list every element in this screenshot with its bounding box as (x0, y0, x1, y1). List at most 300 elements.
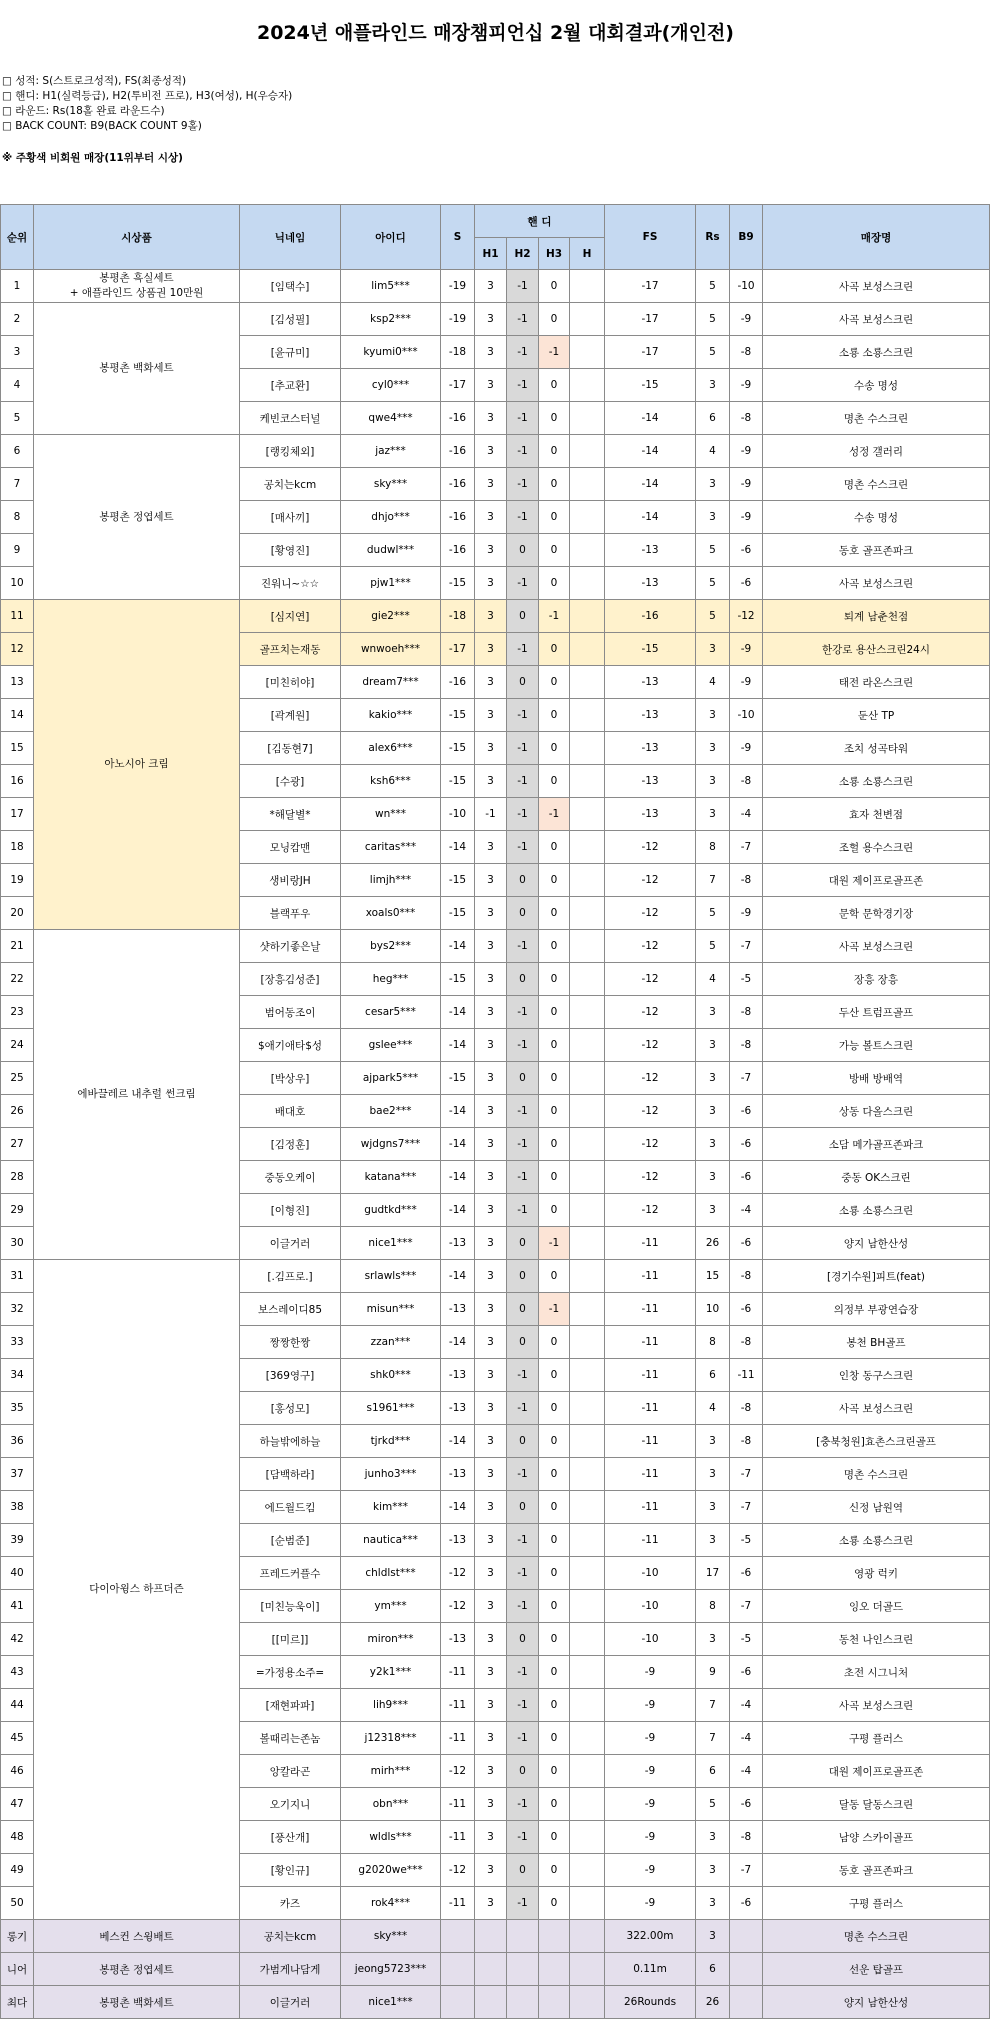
backcount-cell: -6 (730, 1557, 763, 1590)
final-score-cell: -11 (605, 1524, 696, 1557)
header-nickname: 닉네임 (240, 205, 341, 270)
nickname-cell: 프레드커플수 (240, 1557, 341, 1590)
final-score-cell: -12 (605, 1062, 696, 1095)
stroke-cell: -11 (441, 1689, 475, 1722)
h3-cell: 0 (539, 831, 570, 864)
store-name-cell: 방배 방배역 (763, 1062, 990, 1095)
nickname-cell: 샷하기좋은날 (240, 930, 341, 963)
rounds-cell: 3 (696, 1425, 730, 1458)
stroke-cell: -13 (441, 1359, 475, 1392)
h3-cell: 0 (539, 1392, 570, 1425)
h2-cell: -1 (507, 1722, 539, 1755)
nickname-cell: 이글거러 (240, 1227, 341, 1260)
prize-name: 봉평촌 흑실세트 (99, 272, 174, 284)
h3-cell: 0 (539, 1788, 570, 1821)
nickname-cell: 공치는kcm (240, 468, 341, 501)
final-score-cell: -13 (605, 666, 696, 699)
h-cell (570, 468, 605, 501)
h-cell (570, 1227, 605, 1260)
h2-cell: -1 (507, 336, 539, 369)
prize-cell (34, 435, 240, 600)
store-name-cell: 장흥 장흥 (763, 963, 990, 996)
rounds-cell: 10 (696, 1293, 730, 1326)
user-id-cell: kim*** (341, 1491, 441, 1524)
nickname-cell: 배대호 (240, 1095, 341, 1128)
user-id-cell: junho3*** (341, 1458, 441, 1491)
rank-cell: 41 (1, 1590, 34, 1623)
header-prize: 시상품 (34, 205, 240, 270)
rounds-cell: 3 (696, 501, 730, 534)
rounds-cell: 3 (696, 1029, 730, 1062)
user-id-cell: sky*** (341, 1920, 441, 1953)
h1-cell: 3 (475, 402, 507, 435)
store-name-cell: 가능 볼트스크린 (763, 1029, 990, 1062)
note-rounds: □ 라운드: Rs(18홀 완료 라운드수) (2, 105, 165, 117)
h-cell (570, 1293, 605, 1326)
h-cell (570, 501, 605, 534)
rounds-cell: 7 (696, 1689, 730, 1722)
h-cell (570, 1194, 605, 1227)
legend-notes (0, 74, 991, 134)
backcount-cell: -10 (730, 270, 763, 303)
h1-cell: 3 (475, 1491, 507, 1524)
rounds-cell: 26 (696, 1227, 730, 1260)
store-name-cell: 소담 메가골프존파크 (763, 1128, 990, 1161)
rounds-cell: 3 (696, 1524, 730, 1557)
special-award-row (1, 1953, 990, 1986)
rank-cell: 27 (1, 1128, 34, 1161)
h-cell (570, 1986, 605, 2019)
h-cell (570, 765, 605, 798)
h2-cell: 0 (507, 1326, 539, 1359)
user-id-cell: sky*** (341, 468, 441, 501)
h2-cell: -1 (507, 1689, 539, 1722)
backcount-cell: -7 (730, 1854, 763, 1887)
h-cell (570, 864, 605, 897)
user-id-cell: kyumi0*** (341, 336, 441, 369)
table-row (1, 930, 990, 963)
rounds-cell: 3 (696, 369, 730, 402)
h-cell (570, 1788, 605, 1821)
stroke-cell: -13 (441, 1524, 475, 1557)
h-cell (570, 996, 605, 1029)
award-record-cell: 322.00m (605, 1920, 696, 1953)
backcount-cell: -4 (730, 1722, 763, 1755)
h3-cell: 0 (539, 1260, 570, 1293)
final-score-cell: -15 (605, 369, 696, 402)
h3-cell: 0 (539, 1326, 570, 1359)
user-id-cell: wldls*** (341, 1821, 441, 1854)
h2-cell: 0 (507, 1623, 539, 1656)
h1-cell: 3 (475, 864, 507, 897)
final-score-cell: -14 (605, 501, 696, 534)
h2-cell: 0 (507, 666, 539, 699)
h-cell (570, 1260, 605, 1293)
backcount-cell (730, 1986, 763, 2019)
h2-cell: -1 (507, 1161, 539, 1194)
nickname-cell: 생비랑JH (240, 864, 341, 897)
user-id-cell: jeong5723*** (341, 1953, 441, 1986)
store-name-cell: 대원 제이프로골프존 (763, 864, 990, 897)
rounds-cell: 8 (696, 831, 730, 864)
h3-cell: -1 (539, 798, 570, 831)
results-body (1, 270, 990, 2019)
backcount-cell: -9 (730, 666, 763, 699)
backcount-cell: -6 (730, 1161, 763, 1194)
rounds-cell: 5 (696, 567, 730, 600)
rank-cell: 32 (1, 1293, 34, 1326)
rounds-cell: 8 (696, 1590, 730, 1623)
note-backcount: □ BACK COUNT: B9(BACK COUNT 9홀) (2, 120, 202, 132)
stroke-cell: -16 (441, 435, 475, 468)
stroke-cell: -11 (441, 1788, 475, 1821)
h-cell (570, 534, 605, 567)
nickname-cell: 범어동조이 (240, 996, 341, 1029)
h1-cell: 3 (475, 1392, 507, 1425)
backcount-cell: -9 (730, 435, 763, 468)
h1-cell: 3 (475, 963, 507, 996)
nickname-cell: $애기애타$성 (240, 1029, 341, 1062)
h1-cell: 3 (475, 1062, 507, 1095)
rounds-cell: 3 (696, 1887, 730, 1920)
h2-cell: 0 (507, 1293, 539, 1326)
h-cell (570, 1689, 605, 1722)
store-name-cell: 인창 동구스크린 (763, 1359, 990, 1392)
user-id-cell: wnwoeh*** (341, 633, 441, 666)
h1-cell: 3 (475, 303, 507, 336)
stroke-cell: -11 (441, 1887, 475, 1920)
stroke-cell (441, 1920, 475, 1953)
h-cell (570, 567, 605, 600)
h1-cell: 3 (475, 501, 507, 534)
h2-cell: -1 (507, 831, 539, 864)
rounds-cell: 3 (696, 633, 730, 666)
h-cell (570, 435, 605, 468)
backcount-cell: -9 (730, 369, 763, 402)
stroke-cell: -13 (441, 1623, 475, 1656)
store-name-cell: [경기수원]피트(feat) (763, 1260, 990, 1293)
h-cell (570, 1953, 605, 1986)
user-id-cell: cyl0*** (341, 369, 441, 402)
nickname-cell: 앙칼라곤 (240, 1755, 341, 1788)
h3-cell: 0 (539, 699, 570, 732)
h3-cell: 0 (539, 1590, 570, 1623)
h3-cell: 0 (539, 534, 570, 567)
h1-cell: 3 (475, 369, 507, 402)
h3-cell (539, 1953, 570, 1986)
prize-cell: 베스컨 스윙배트 (34, 1920, 240, 1953)
table-row (1, 600, 990, 633)
h1-cell: 3 (475, 633, 507, 666)
final-score-cell: -9 (605, 1788, 696, 1821)
rounds-cell: 3 (696, 1161, 730, 1194)
store-name-cell: 명촌 수스크린 (763, 1920, 990, 1953)
final-score-cell: -12 (605, 864, 696, 897)
h2-cell (507, 1920, 539, 1953)
header-store: 매장명 (763, 205, 990, 270)
final-score-cell: -9 (605, 1656, 696, 1689)
stroke-cell: -14 (441, 1425, 475, 1458)
final-score-cell: -10 (605, 1590, 696, 1623)
final-score-cell: -12 (605, 1029, 696, 1062)
rank-cell: 37 (1, 1458, 34, 1491)
store-name-cell: 사곡 보성스크린 (763, 930, 990, 963)
nickname-cell: [재현파파] (240, 1689, 341, 1722)
h1-cell: 3 (475, 435, 507, 468)
rank-cell: 18 (1, 831, 34, 864)
user-id-cell: misun*** (341, 1293, 441, 1326)
table-row (1, 1260, 990, 1293)
stroke-cell: -14 (441, 1491, 475, 1524)
h2-cell: -1 (507, 1392, 539, 1425)
rounds-cell: 6 (696, 1359, 730, 1392)
store-name-cell: 남양 스카이골프 (763, 1821, 990, 1854)
store-name-cell: 달동 달동스크린 (763, 1788, 990, 1821)
final-score-cell: -12 (605, 1194, 696, 1227)
h1-cell: 3 (475, 930, 507, 963)
h2-cell: -1 (507, 1095, 539, 1128)
user-id-cell: dudwl*** (341, 534, 441, 567)
final-score-cell: -12 (605, 1128, 696, 1161)
stroke-cell: -14 (441, 1161, 475, 1194)
h3-cell: 0 (539, 1821, 570, 1854)
h-cell (570, 1161, 605, 1194)
user-id-cell: lih9*** (341, 1689, 441, 1722)
h2-cell: 0 (507, 534, 539, 567)
stroke-cell: -11 (441, 1821, 475, 1854)
h3-cell: 0 (539, 930, 570, 963)
h1-cell: 3 (475, 1524, 507, 1557)
h1-cell: 3 (475, 1458, 507, 1491)
h2-cell: -1 (507, 303, 539, 336)
stroke-cell: -19 (441, 270, 475, 303)
h3-cell: 0 (539, 1491, 570, 1524)
store-name-cell: 동천 나인스크린 (763, 1623, 990, 1656)
final-score-cell: -9 (605, 1689, 696, 1722)
h2-cell: 0 (507, 897, 539, 930)
backcount-cell: -9 (730, 303, 763, 336)
backcount-cell: -8 (730, 765, 763, 798)
h1-cell: 3 (475, 996, 507, 1029)
store-name-cell: 사곡 보성스크린 (763, 303, 990, 336)
nickname-cell: 짱짱한짱 (240, 1326, 341, 1359)
nickname-cell: [곽계원] (240, 699, 341, 732)
prize-cell (34, 600, 240, 930)
rank-cell: 42 (1, 1623, 34, 1656)
note-handicap: □ 핸디: H1(실력등급), H2(투비전 프로), H3(여성), H(우승자) (2, 90, 293, 102)
h3-cell: 0 (539, 633, 570, 666)
special-award-row (1, 1986, 990, 2019)
backcount-cell: -7 (730, 1458, 763, 1491)
backcount-cell: -7 (730, 1062, 763, 1095)
store-name-cell: 사곡 보성스크린 (763, 567, 990, 600)
h-cell (570, 798, 605, 831)
stroke-cell: -16 (441, 402, 475, 435)
h3-cell: 0 (539, 1755, 570, 1788)
stroke-cell: -15 (441, 765, 475, 798)
rank-cell: 46 (1, 1755, 34, 1788)
h2-cell: -1 (507, 402, 539, 435)
rounds-cell: 5 (696, 534, 730, 567)
h1-cell: 3 (475, 1029, 507, 1062)
rounds-cell: 17 (696, 1557, 730, 1590)
header-handicap-group: 핸 디 (475, 205, 605, 238)
nickname-cell: [추교환] (240, 369, 341, 402)
h1-cell: 3 (475, 1887, 507, 1920)
h3-cell: -1 (539, 336, 570, 369)
h-cell (570, 336, 605, 369)
rank-cell: 7 (1, 468, 34, 501)
h-cell (570, 1392, 605, 1425)
backcount-cell: -8 (730, 864, 763, 897)
stroke-cell: -18 (441, 336, 475, 369)
h2-cell: -1 (507, 699, 539, 732)
stroke-cell (441, 1953, 475, 1986)
rounds-cell: 3 (696, 798, 730, 831)
stroke-cell: -12 (441, 1854, 475, 1887)
rank-cell: 49 (1, 1854, 34, 1887)
h3-cell: 0 (539, 1623, 570, 1656)
backcount-cell: -6 (730, 1788, 763, 1821)
rank-cell: 6 (1, 435, 34, 468)
h2-cell: 0 (507, 864, 539, 897)
stroke-cell: -12 (441, 1557, 475, 1590)
rounds-cell: 3 (696, 1095, 730, 1128)
rank-cell: 21 (1, 930, 34, 963)
nickname-cell: [.김프로.] (240, 1260, 341, 1293)
rank-cell: 45 (1, 1722, 34, 1755)
stroke-cell: -15 (441, 897, 475, 930)
h-cell (570, 1887, 605, 1920)
h-cell (570, 732, 605, 765)
user-id-cell: dhjo*** (341, 501, 441, 534)
table-row (1, 303, 990, 336)
stroke-cell: -12 (441, 1755, 475, 1788)
h-cell (570, 1062, 605, 1095)
rank-cell: 19 (1, 864, 34, 897)
nickname-cell: [홍성모] (240, 1392, 341, 1425)
h3-cell: 0 (539, 963, 570, 996)
user-id-cell: tjrkd*** (341, 1425, 441, 1458)
final-score-cell: -12 (605, 996, 696, 1029)
store-name-cell: [충북청원]효촌스크린골프 (763, 1425, 990, 1458)
h1-cell: 3 (475, 336, 507, 369)
rank-cell: 16 (1, 765, 34, 798)
stroke-cell: -13 (441, 1293, 475, 1326)
backcount-cell: -11 (730, 1359, 763, 1392)
h3-cell: 0 (539, 567, 570, 600)
h2-cell: -1 (507, 1821, 539, 1854)
store-name-cell: 두산 트럼프골프 (763, 996, 990, 1029)
user-id-cell: xoals0*** (341, 897, 441, 930)
stroke-cell: -17 (441, 633, 475, 666)
nickname-cell: [순범준] (240, 1524, 341, 1557)
rounds-cell: 3 (696, 1458, 730, 1491)
rank-cell: 23 (1, 996, 34, 1029)
stroke-cell: -16 (441, 666, 475, 699)
rounds-cell: 3 (696, 996, 730, 1029)
nickname-cell: [[미르]] (240, 1623, 341, 1656)
h3-cell: 0 (539, 369, 570, 402)
nickname-cell: 골프치는재동 (240, 633, 341, 666)
store-name-cell: 동호 골프존파크 (763, 534, 990, 567)
user-id-cell: ksh6*** (341, 765, 441, 798)
final-score-cell: -9 (605, 1821, 696, 1854)
rank-cell: 25 (1, 1062, 34, 1095)
backcount-cell: -6 (730, 1128, 763, 1161)
rounds-cell: 3 (696, 1491, 730, 1524)
user-id-cell: ym*** (341, 1590, 441, 1623)
header-rounds: Rs (696, 205, 730, 270)
prize-cell (34, 1260, 240, 1920)
user-id-cell: rok4*** (341, 1887, 441, 1920)
h2-cell: 0 (507, 1260, 539, 1293)
h-cell (570, 600, 605, 633)
user-id-cell: alex6*** (341, 732, 441, 765)
stroke-cell: -15 (441, 732, 475, 765)
backcount-cell: -8 (730, 1326, 763, 1359)
h3-cell (539, 1920, 570, 1953)
h-cell (570, 1821, 605, 1854)
final-score-cell: -12 (605, 1095, 696, 1128)
rank-cell: 26 (1, 1095, 34, 1128)
rank-cell: 15 (1, 732, 34, 765)
h-cell (570, 1854, 605, 1887)
stroke-cell: -13 (441, 1227, 475, 1260)
store-name-cell: 봉천 BH골프 (763, 1326, 990, 1359)
user-id-cell: obn*** (341, 1788, 441, 1821)
h3-cell: 0 (539, 1557, 570, 1590)
final-score-cell: -10 (605, 1623, 696, 1656)
h-cell (570, 1656, 605, 1689)
h1-cell: 3 (475, 1722, 507, 1755)
final-score-cell: -9 (605, 1755, 696, 1788)
h3-cell: 0 (539, 1359, 570, 1392)
rounds-cell: 8 (696, 1326, 730, 1359)
h-cell (570, 1095, 605, 1128)
h3-cell: 0 (539, 1161, 570, 1194)
rank-cell: 43 (1, 1656, 34, 1689)
prize-cell: 봉평촌 정엽세트 (34, 1953, 240, 1986)
rounds-cell: 6 (696, 1755, 730, 1788)
rounds-cell: 5 (696, 600, 730, 633)
h3-cell: 0 (539, 402, 570, 435)
nickname-cell: =가정용소주= (240, 1656, 341, 1689)
h3-cell: 0 (539, 897, 570, 930)
stroke-cell: -15 (441, 567, 475, 600)
rounds-cell: 3 (696, 1128, 730, 1161)
final-score-cell: -11 (605, 1227, 696, 1260)
user-id-cell: bae2*** (341, 1095, 441, 1128)
store-name-cell: 중동 OK스크린 (763, 1161, 990, 1194)
store-name-cell: 초전 시그니처 (763, 1656, 990, 1689)
rounds-cell: 3 (696, 732, 730, 765)
rank-cell: 44 (1, 1689, 34, 1722)
backcount-cell: -4 (730, 1194, 763, 1227)
h2-cell: -1 (507, 1128, 539, 1161)
stroke-cell: -13 (441, 1458, 475, 1491)
store-name-cell: 구평 플러스 (763, 1722, 990, 1755)
h-cell (570, 1326, 605, 1359)
h3-cell: -1 (539, 1227, 570, 1260)
final-score-cell: -15 (605, 633, 696, 666)
rank-cell: 24 (1, 1029, 34, 1062)
final-score-cell: -12 (605, 831, 696, 864)
h1-cell: 3 (475, 468, 507, 501)
nickname-cell: 공치는kcm (240, 1920, 341, 1953)
h1-cell: 3 (475, 600, 507, 633)
h3-cell: 0 (539, 1458, 570, 1491)
